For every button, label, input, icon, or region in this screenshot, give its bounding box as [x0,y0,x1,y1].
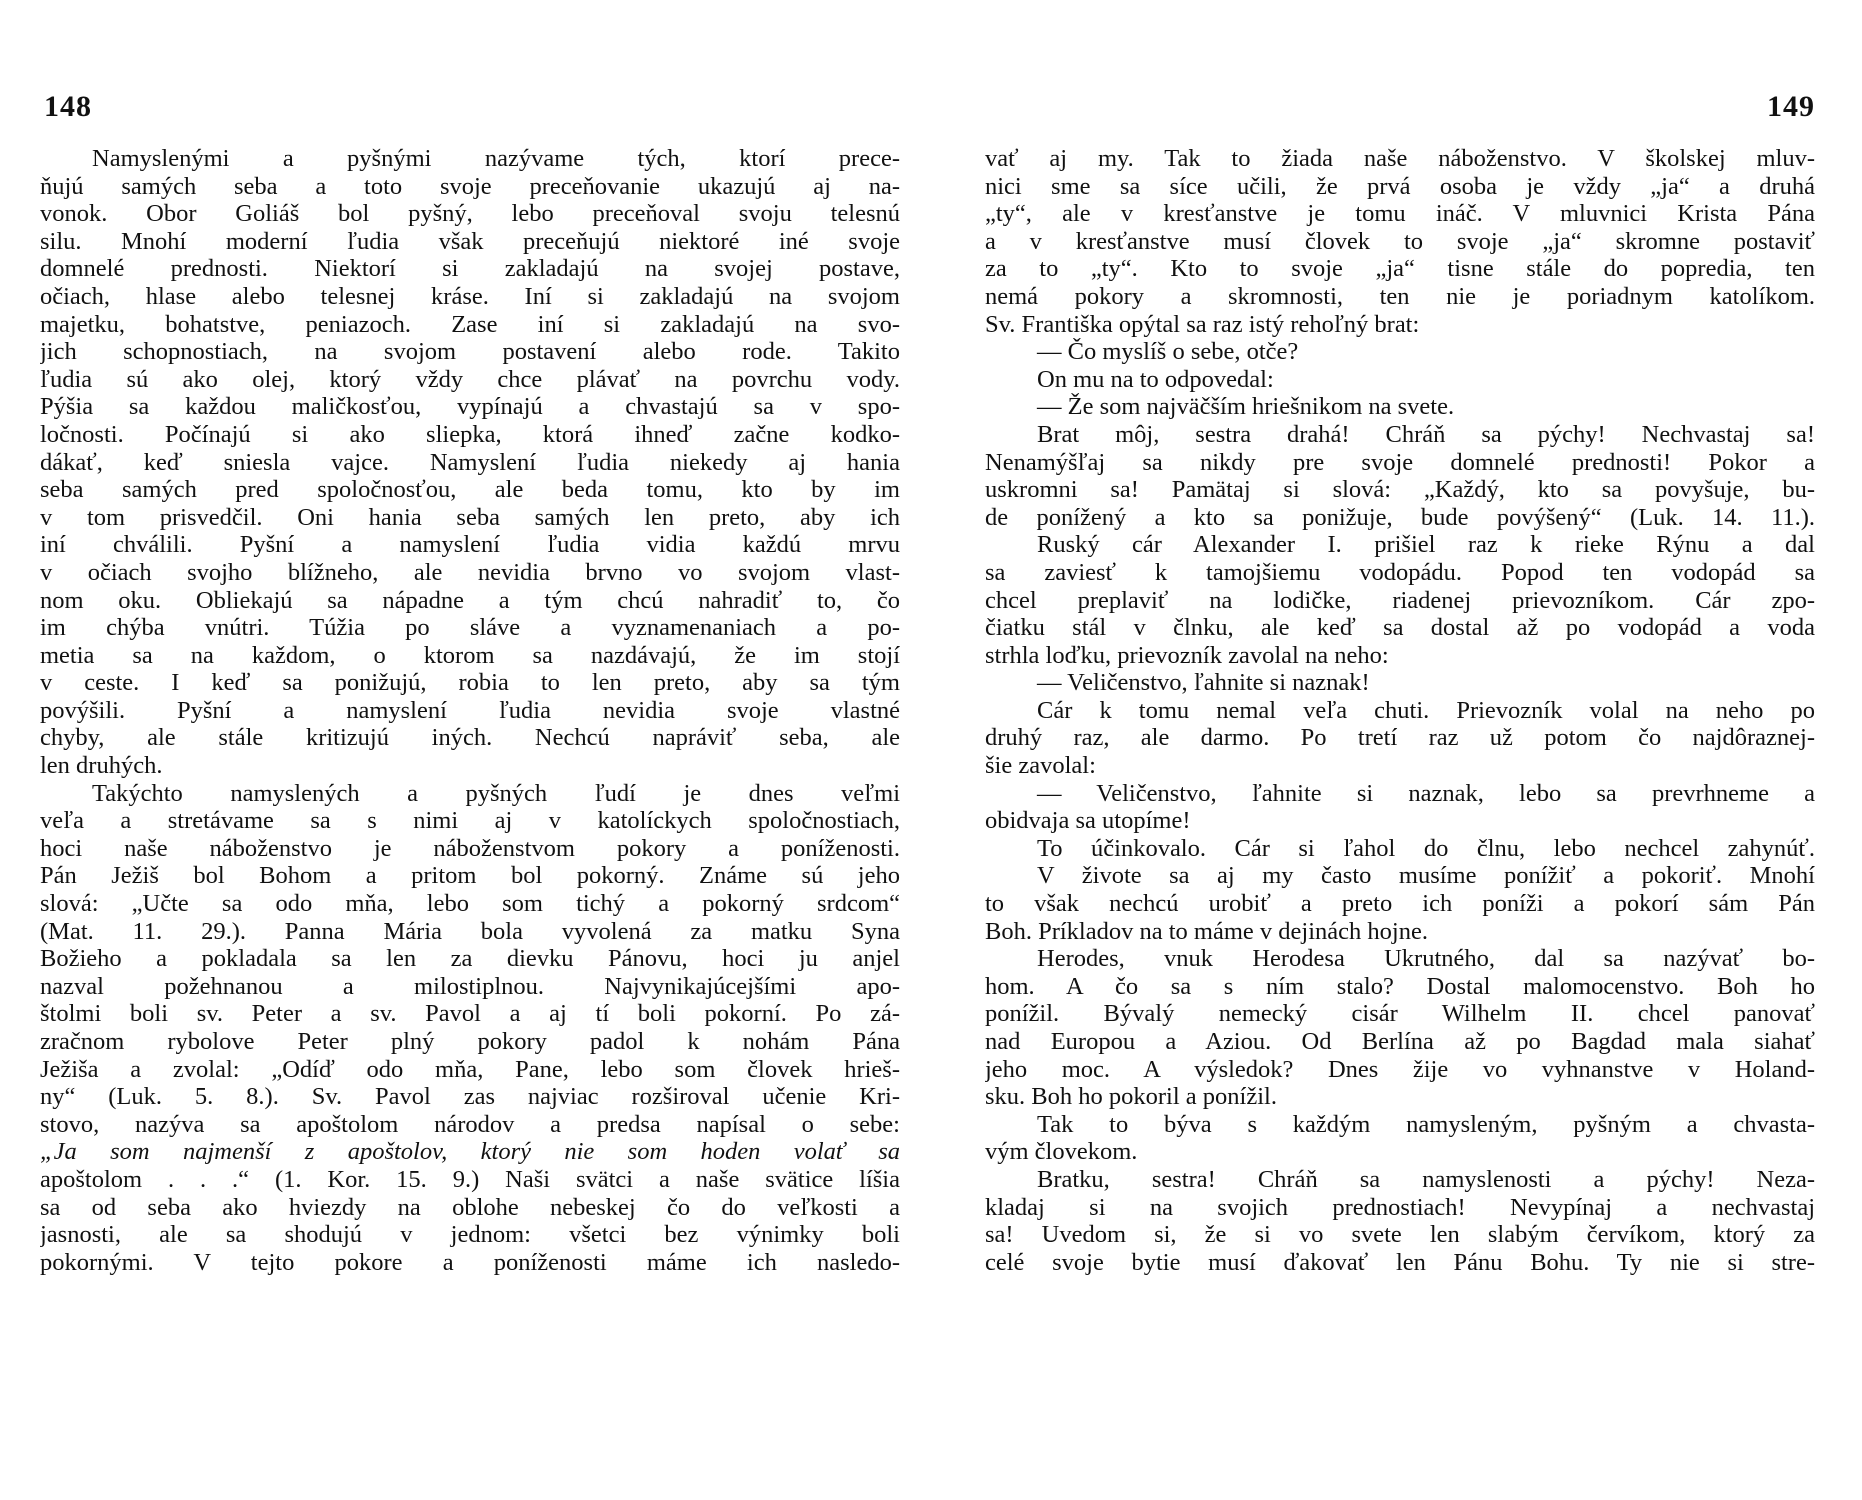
text-line: seba samých pred spoločnosťou, ale beda tomu, kto by im [40,476,900,504]
text-line: šie zavolal: [985,752,1096,780]
text-line: „ty“, ale v kresťanstve je tomu ináč. V mluvnici Krista Pána [985,200,1815,228]
text-line: sku. Boh ho pokoril a ponížil. [985,1083,1277,1111]
text-line: On mu na to odpovedal: [1037,365,1274,393]
text-line: veľa a stretávame sa s nimi aj v katolíckych spoločnostiach, [40,807,900,835]
text-line: sa zaviesť k tamojšiemu vodopádu. Popod ten vodopád sa [985,558,1815,586]
left-page-text [40,145,900,1276]
text-line: Tak to býva s každým namysleným, pyšným a chvasta- [1037,1110,1815,1138]
text-line: dákať, keď sniesla vajce. Namyslení ľudia niekedy aj hania [40,448,900,476]
text-line: Nenamýšľaj sa nikdy pre svoje domnelé prednosti! Pokor a [985,448,1815,476]
text-line: — Čo myslíš o sebe, otče? [1037,338,1299,366]
text-line: pokornými. V tejto pokore a poníženosti máme ich nasledo- [40,1248,900,1276]
text-line: slová: „Učte sa odo mňa, lebo som tichý a pokorný srdcom“ [40,890,900,918]
text-line: metia sa na každom, o ktorom sa nazdávajú, že im stojí [40,641,900,669]
text-line: vým človekom. [985,1138,1138,1166]
text-line: Ježiša a zvolal: „Odíď odo mňa, Pane, lebo som človek hrieš- [40,1055,900,1083]
text-line: (Mat. 11. 29.). Panna Mária bola vyvolená za matku Syna [40,917,900,945]
text-line: Namyslenými a pyšnými nazývame tých, ktorí prece- [92,145,900,172]
text-line: V živote sa aj my často musíme ponížiť a pokoriť. Mnohí [1037,862,1815,890]
text-line: Cár k tomu nemal veľa chuti. Prievozník volal na neho po [1037,696,1815,724]
text-line: hom. A čo sa s ním stalo? Dostal malomocenstvo. Boh ho [985,972,1815,1000]
text-line: nazval požehnanou a milostiplnou. Najvynikajúcejšími apo- [40,972,900,1000]
text-line: ločnosti. Počínajú si ako sliepka, ktorá ihneď začne kodko- [40,420,900,448]
text-line: „Ja som najmenší z apoštolov, ktorý nie som hoden volať sa [40,1138,900,1166]
text-line: v očiach svojho blížneho, ale nevidia brvno vo svojom vlast- [40,558,900,586]
text-line: druhý raz, ale darmo. Po tretí raz už potom čo najdôraznej- [985,724,1815,752]
text-line: zračnom rybolove Peter plný pokory padol k nohám Pána [40,1028,900,1055]
text-line: sa od seba ako hviezdy na oblohe nebeskej čo do veľkosti a [40,1193,900,1221]
text-line: domnelé prednosti. Niektorí si zakladajú na svojej postave, [40,255,900,283]
text-line: nemá pokory a skromnosti, ten nie je poriadnym katolíkom. [985,282,1815,310]
text-line: Pán Ježiš bol Bohom a pritom bol pokorný. Známe sú jeho [40,862,900,890]
text-line: stovo, nazýva sa apoštolom národov a predsa napísal o sebe: [40,1110,900,1138]
text-line: štolmi boli sv. Peter a sv. Pavol a aj tí boli pokorní. Po zá- [40,1000,900,1028]
text-line: To účinkovalo. Cár si ľahol do člnu, lebo nechcel zahynúť. [1037,834,1815,862]
text-line: Božieho a pokladala sa len za dievku Pánovu, hoci ju anjel [40,945,900,973]
text-line: majetku, bohatstve, peniazoch. Zase iní si zakladajú na svo- [40,310,900,338]
text-line: Sv. Františka opýtal sa raz istý rehoľný brat: [985,310,1420,338]
text-line: Herodes, vnuk Herodesa Ukrutného, dal sa nazývať bo- [1037,945,1815,973]
text-line: chcel preplaviť na lodičke, riadenej prievozníkom. Cár zpo- [985,586,1815,614]
text-line: nom oku. Obliekajú sa nápadne a tým chcú nahradiť to, čo [40,586,900,614]
text-line: čiatku stál v člnku, ale keď sa dostal až po vodopád a voda [985,614,1815,642]
text-line: vať aj my. Tak to žiada naše náboženstvo. V školskej mluv- [985,145,1815,172]
text-line: de ponížený a kto sa ponižuje, bude povýšený“ (Luk. 14. 11.). [985,503,1815,531]
text-line: len druhých. [40,752,163,780]
text-line: ňujú samých seba a toto svoje preceňovanie ukazujú aj na- [40,172,900,200]
text-line: apoštolom . . .“ (1. Kor. 15. 9.) Naši svätci a naše svätice líšia [40,1165,900,1193]
text-line: ponížil. Bývalý nemecký cisár Wilhelm II. chcel panovať [985,1000,1815,1028]
text-line: jasnosti, ale sa shodujú v jednom: všetci bez výnimky boli [40,1221,900,1249]
text-line: a v kresťanstve musí človek to svoje „ja“ skromne postaviť [985,227,1815,255]
text-line: povýšili. Pyšní a namyslení ľudia nevidia svoje vlastné [40,696,900,724]
text-line: vonok. Obor Goliáš bol pyšný, lebo preceňoval svoju telesnú [40,200,900,228]
text-line: v tom prisvedčil. Oni hania seba samých len preto, aby ich [40,503,900,531]
text-line: sa! Uvedom si, že si vo svete len slabým červíkom, ktorý za [985,1221,1815,1249]
text-line: za to „ty“. Kto to svoje „ja“ tisne stále do popredia, ten [985,255,1815,283]
text-line: Pýšia sa každou maličkosťou, vypínajú a chvastajú sa v spo- [40,393,900,421]
text-line: hoci naše náboženstvo je náboženstvom pokory a poníženosti. [40,834,900,862]
text-line: nici sme sa síce učili, že prvá osoba je vždy „ja“ a druhá [985,172,1815,200]
text-line: Ruský cár Alexander I. prišiel raz k rieke Rýnu a dal [1037,531,1815,559]
text-line: uskromni sa! Pamätaj si slová: „Každý, kto sa povyšuje, bu- [985,476,1815,504]
right-page-text [985,145,1815,1276]
text-line: chyby, ale stále kritizujú iných. Nechcú napráviť seba, ale [40,724,900,752]
text-line: Boh. Príkladov na to máme v dejinách hojne. [985,917,1428,945]
text-line: nad Europou a Aziou. Od Berlína až po Bagdad mala siahať [985,1028,1815,1055]
text-line: iní chválili. Pyšní a namyslení ľudia vidia každú mrvu [40,531,900,559]
text-line: Bratku, sestra! Chráň sa namyslenosti a pýchy! Neza- [1037,1165,1815,1193]
text-line: — Že som najväčším hriešnikom na svete. [1037,393,1455,421]
text-line: ľudia sú ako olej, ktorý vždy chce plávať na povrchu vody. [40,365,900,393]
text-line: jeho moc. A výsledok? Dnes žije vo vyhnanstve v Holand- [985,1055,1815,1083]
text-line: obidvaja sa utopíme! [985,807,1191,835]
text-line: to však nechcú urobiť a preto ich poníži a pokorí sám Pán [985,890,1815,918]
text-line: celé svoje bytie musí ďakovať len Pánu Bohu. Ty nie si stre- [985,1248,1815,1276]
text-line: strhla loďku, prievozník zavolal na neho: [985,641,1389,669]
page-number-left: 148 [44,90,92,123]
text-line: ny“ (Luk. 5. 8.). Sv. Pavol zas najviac rozširoval učenie Kri- [40,1083,900,1111]
text-line: Brat môj, sestra drahá! Chráň sa pýchy! Nechvastaj sa! [1037,420,1815,448]
text-line: jich schopnostiach, na svojom postavení alebo rode. Takito [40,338,900,366]
text-line: — Veličenstvo, ľahnite si naznak, lebo sa prevrhneme a [1037,779,1815,807]
text-line: v ceste. I keď sa ponižujú, robia to len preto, aby sa tým [40,669,900,697]
text-line: kladaj si na svojich prednostiach! Nevypínaj a nechvastaj [985,1193,1815,1221]
text-line: Takýchto namyslených a pyšných ľudí je dnes veľmi [92,779,900,807]
text-line: očiach, hlase alebo telesnej kráse. Iní si zakladajú na svojom [40,282,900,310]
text-line: silu. Mnohí moderní ľudia však preceňujú niektoré iné svoje [40,227,900,255]
text-line: im chýba vnútri. Túžia po sláve a vyznamenaniach a po- [40,614,900,642]
text-line: — Veličenstvo, ľahnite si naznak! [1037,669,1370,697]
page-number-right: 149 [1767,90,1815,123]
